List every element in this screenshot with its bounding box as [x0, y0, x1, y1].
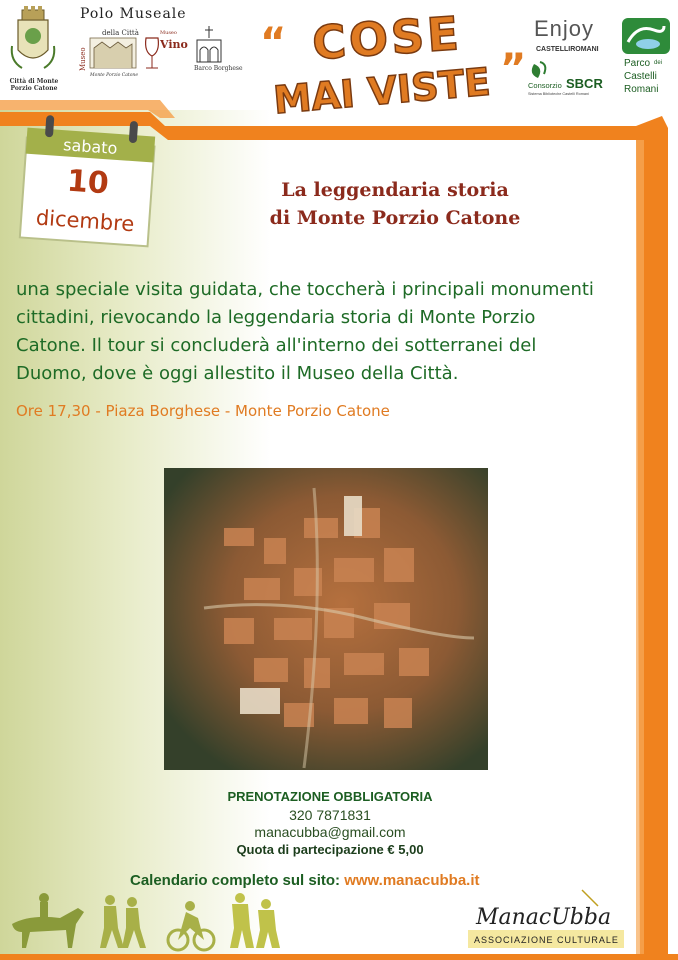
enjoy-logo: Enjoy: [534, 16, 595, 41]
della-citta-label: della Città: [102, 29, 139, 37]
booking-heading: PRENOTAZIONE OBBLIGATORIA: [227, 789, 433, 804]
citta-sub-label: Monte Porzio Catone: [90, 73, 138, 78]
description-line: una speciale visita guidata, che toccherà i principali monumenti: [16, 279, 594, 300]
org-name: ManacUbba: [476, 905, 612, 930]
calendar-day-name: sabato: [62, 135, 119, 158]
booking-fee: Quota di partecipazione € 5,00: [236, 842, 424, 857]
description-line: cittadini, rievocando la leggendaria storia di Monte Porzio: [16, 307, 536, 328]
sbcr-consorzio: Consorzio: [528, 81, 562, 90]
calendar-icon: [14, 112, 162, 248]
calendar-day-number: 10: [65, 163, 110, 202]
booking-phone: 320 7871831: [289, 807, 371, 823]
svg-text:“: “: [260, 20, 287, 66]
parco-dei: dei: [654, 60, 663, 66]
org-sub: ASSOCIAZIONE CULTURALE: [474, 935, 619, 945]
event-title-line2: di Monte Porzio Catone: [269, 207, 521, 229]
vino-label: Vino: [160, 38, 188, 51]
svg-text:”: ”: [500, 46, 527, 92]
manacubba-logo: [466, 886, 630, 952]
cose-text: COSE: [310, 5, 464, 71]
aerial-town-photo: [164, 468, 488, 770]
event-title-line1: La leggendaria storia: [281, 179, 509, 201]
enjoy-sub: CASTELLIROMANI: [536, 46, 599, 53]
barco-label: Barco Borghese: [194, 65, 243, 72]
polo-museale-title: Polo Museale: [80, 6, 187, 22]
hikers-silhouettes-icon: [0, 884, 300, 954]
description-line: Catone. Il tour si concluderà all'interno dei sotterranei del: [16, 335, 537, 356]
event-title: [200, 176, 590, 232]
castelli-text: Castelli: [624, 71, 657, 82]
calendar-month: dicembre: [35, 205, 136, 237]
website-link[interactable]: www.manacubba.it: [344, 872, 480, 889]
description-line: Duomo, dove è oggi allestito il Museo della Città.: [16, 363, 459, 384]
calendar-site-text: Calendario completo sul sito:: [130, 872, 345, 889]
crest-caption: Città di Monte Porzio Catone: [9, 78, 59, 92]
event-time-place: Ore 17,30 - Piaza Borghese - Monte Porzio Catone: [16, 402, 390, 420]
booking-info: [190, 788, 470, 859]
event-description: [16, 276, 633, 388]
romani-text: Romani: [624, 84, 659, 95]
sbcr-sub: Sistema Biblioteche Castelli Romani: [528, 92, 589, 96]
parco-text: Parco: [624, 58, 651, 69]
vino-museo-label: Museo: [160, 30, 177, 36]
mai-viste-text: MAI VISTE: [271, 59, 493, 123]
museo-label: Museo: [79, 47, 87, 71]
sbcr-text: SBCR: [566, 76, 603, 91]
booking-email[interactable]: manacubba@gmail.com: [254, 824, 406, 840]
